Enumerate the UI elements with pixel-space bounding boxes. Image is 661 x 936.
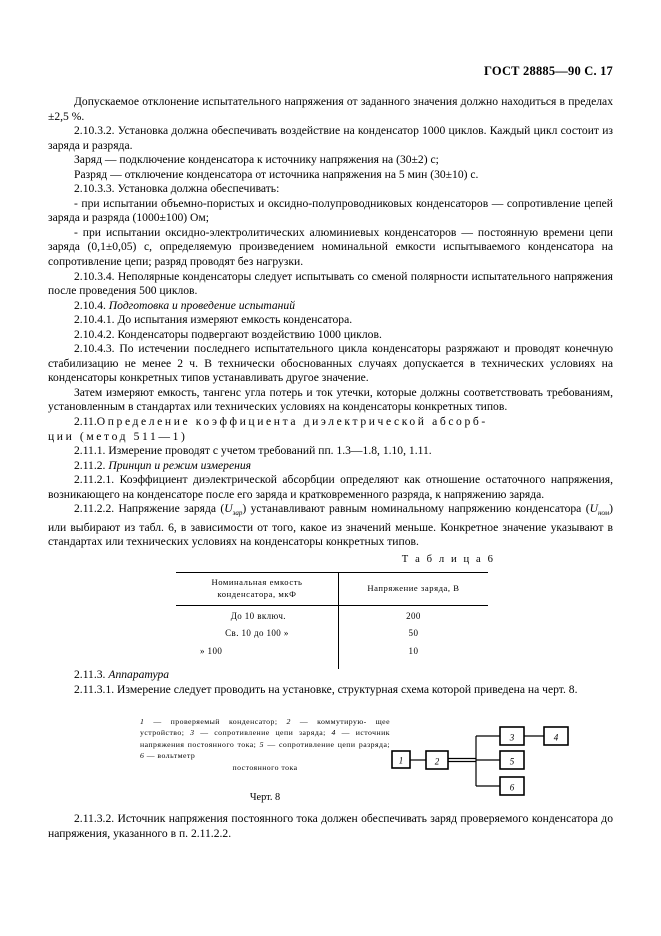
closing-text [48, 812, 613, 841]
heading-2-10-4 [48, 299, 613, 314]
running-head: ГОСТ 28885—90 С. 17 [484, 64, 613, 78]
body-text-column [48, 95, 613, 550]
diagram-label-3: 3 [509, 732, 515, 743]
paragraph-charge: Заряд — подключение конденсатора к источнику напряжения на (30±2) с; [74, 153, 439, 167]
paragraph-2-10-4-1: 2.10.4.1. До испытания измеряют емкость конденсатора. [74, 313, 353, 327]
heading-2-11-3 [48, 668, 613, 683]
legend-text-2b: щее устройство; [140, 717, 390, 738]
symbol-u-charge: U [224, 502, 233, 516]
paragraph-2-11-2-2 [48, 502, 613, 550]
diagram-label-2: 2 [434, 756, 440, 767]
diagram-label-4: 4 [553, 732, 559, 743]
legend-text-6a: — вольтметр [144, 751, 196, 761]
table-header-row [176, 573, 488, 606]
paragraph-2-10-3-3: 2.10.3.3. Установка должна обеспечивать: [74, 182, 280, 196]
heading-2-10-4-number: 2.10.4. [74, 298, 106, 312]
symbol-u-charge-subscript: зар [232, 509, 243, 518]
cell-voltage: 200 [406, 610, 421, 621]
paragraph-bullet-volume-porous: - при испытании объемно-пористых и оксидно-полупроводниковых конденсаторов — сопротивление цепей заряда и разряда (1000±100) Ом; [48, 196, 613, 225]
figure-8 [48, 716, 613, 812]
heading-2-11-title-line2: ции (метод 511—1) [48, 429, 188, 443]
paragraph-2-11-2-1: 2.11.2.1. Коэффициент диэлектрической абсорбции определяют как отношение остаточного напряжения, возникающего на конденсаторе после его заряда и кратковременного разряда, к напряжению заряда. [48, 473, 613, 501]
symbol-u-nominal-subscript: ном [597, 509, 610, 518]
table-6 [176, 572, 488, 669]
cell-capacity: » 100 [176, 641, 338, 659]
paragraph-2-10-4-2: 2.10.4.2. Конденсаторы подвергают воздействию 1000 циклов. [74, 327, 382, 341]
cell-capacity: До 10 включ. [176, 606, 338, 624]
table-header-capacity-line1: Номинальная емкость [211, 577, 303, 587]
table-header-voltage [338, 573, 488, 606]
heading-2-11-2 [48, 459, 613, 474]
figure-legend [140, 716, 390, 773]
table-header-voltage-line1: Напряжение заряда, В [367, 582, 460, 593]
clause-2-11-2-2-prefix: 2.11.2.2. Напряжение заряда ( [74, 502, 225, 516]
paragraph-2-11-3-1: 2.11.3.1. Измерение следует проводить на установке, структурная схема которой приведена на черт. 8. [74, 682, 578, 696]
cell-voltage: 50 [408, 628, 419, 638]
legend-num-4: 4 [331, 728, 336, 738]
paragraph-deviation: Допускаемое отклонение испытательного напряжения от заданного значения должно находиться в пределах ±2,5 %. [48, 95, 613, 123]
paragraph-2-10-4-3: 2.10.4.3. По истечении последнего испытательного цикла конденсаторы разряжают и проводят конечную стабилизацию не менее 2 ч. В технически обоснованных случаях допускается в технических условиях на конденсаторы конкретных типов устанавливать другое значение. [48, 342, 613, 385]
diagram-label-6: 6 [509, 782, 515, 793]
heading-2-11-2-number: 2.11.2. [74, 458, 106, 472]
figure-caption: Черт. 8 [249, 792, 281, 803]
heading-2-11-number: 2.11. [74, 415, 97, 429]
table-row [176, 606, 488, 624]
paragraph-2-11-1: 2.11.1. Измерение проводят с учетом требований пп. 1.3—1.8, 1.10, 1.11. [74, 444, 432, 458]
heading-2-11-3-number: 2.11.3. [74, 668, 106, 681]
paragraph-then-measure: Затем измеряют емкость, тангенс угла потерь и ток утечки, которые должны соответствовать требованиям, установленным в стандартах или технических условиях на конденсаторы конкретных типов. [48, 385, 613, 414]
legend-num-2: 2 [286, 717, 291, 726]
heading-2-11 [48, 415, 613, 430]
cell-capacity: Св. 10 до 100 » [176, 624, 338, 642]
legend-text-1: — проверяемый конденсатор; [144, 717, 287, 726]
table-header-capacity-line2: конденсатора, мкФ [217, 588, 297, 599]
cell-voltage: 10 [408, 645, 419, 656]
symbol-u-nominal: U [589, 502, 598, 516]
table-bottom-spacer [176, 659, 488, 669]
block-diagram [388, 720, 588, 800]
table-bottom-spacer-cell-2 [338, 659, 488, 669]
heading-2-10-4-title: Подготовка и проведение испытаний [108, 298, 295, 312]
legend-text-4: — источник напряжения постоянного тока; [140, 728, 390, 749]
paragraph-2-10-3-2: 2.10.3.2. Установка должна обеспечивать воздействие на конденсатор 1000 циклов. Каждый цикл состоит из заряда и разряда. [48, 124, 613, 152]
heading-2-11-2-title: Принцип и режим измерения [108, 458, 252, 472]
legend-text-6b: постоянного тока [232, 762, 298, 772]
table-header-capacity [176, 573, 338, 606]
legend-text-5: — сопротивление цепи разряда; [264, 739, 390, 749]
heading-2-11-title-line1: Определение коэффициента диэлектрической абсорб- [96, 415, 488, 429]
legend-num-1: 1 [140, 717, 145, 726]
table-row [176, 624, 488, 642]
table-caption: Т а б л и ц а 6 [401, 554, 495, 565]
table-row [176, 641, 488, 659]
heading-2-11-3-title: Аппаратура [108, 668, 170, 681]
legend-num-6: 6 [140, 751, 145, 761]
paragraph-2-10-3-4: 2.10.3.4. Неполярные конденсаторы следует испытывать со сменой полярности испытательного напряжения после проведения 500 циклов. [48, 269, 613, 298]
paragraph-bullet-oxide-electrolytic: - при испытании оксидно-электролитических алюминиевых конденсаторов — постоянную времени цепи заряда (0,1±0,05) с, определяемую произведением номинальной емкости испытываемого конденсатора на сопротивление цепи; разряд проводят без нагрузки. [48, 225, 613, 269]
legend-num-5: 5 [259, 739, 265, 749]
legend-text-2a: — коммутирую- [290, 717, 367, 726]
paragraph-discharge: Разряд — отключение конденсатора от источника напряжения на 5 мин (30±10) с. [74, 167, 479, 181]
legend-text-3: — сопротивление цепи заряда; [194, 728, 326, 738]
legend-num-3: 3 [190, 728, 195, 738]
apparatus-section [48, 668, 613, 697]
paragraph-2-11-3-2: 2.11.3.2. Источник напряжения постоянного тока должен обеспечивать заряд проверяемого конденсатора до напряжения, указанного в п. 2.11.2.2. [48, 812, 613, 840]
clause-2-11-2-2-mid: ) устанавливают равным номинальному напряжению конденсатора ( [242, 502, 590, 516]
clause-2-11-2-2-suffix: ) или выбирают из табл. 6, в зависимости от того, какое из значений меньше. Конкретное значение указывают в стандартах или технических условиях на конденсаторы конкретных типов. [48, 502, 613, 549]
table-bottom-spacer-cell [176, 659, 338, 669]
diagram-label-1: 1 [398, 755, 404, 766]
diagram-label-5: 5 [509, 756, 515, 767]
